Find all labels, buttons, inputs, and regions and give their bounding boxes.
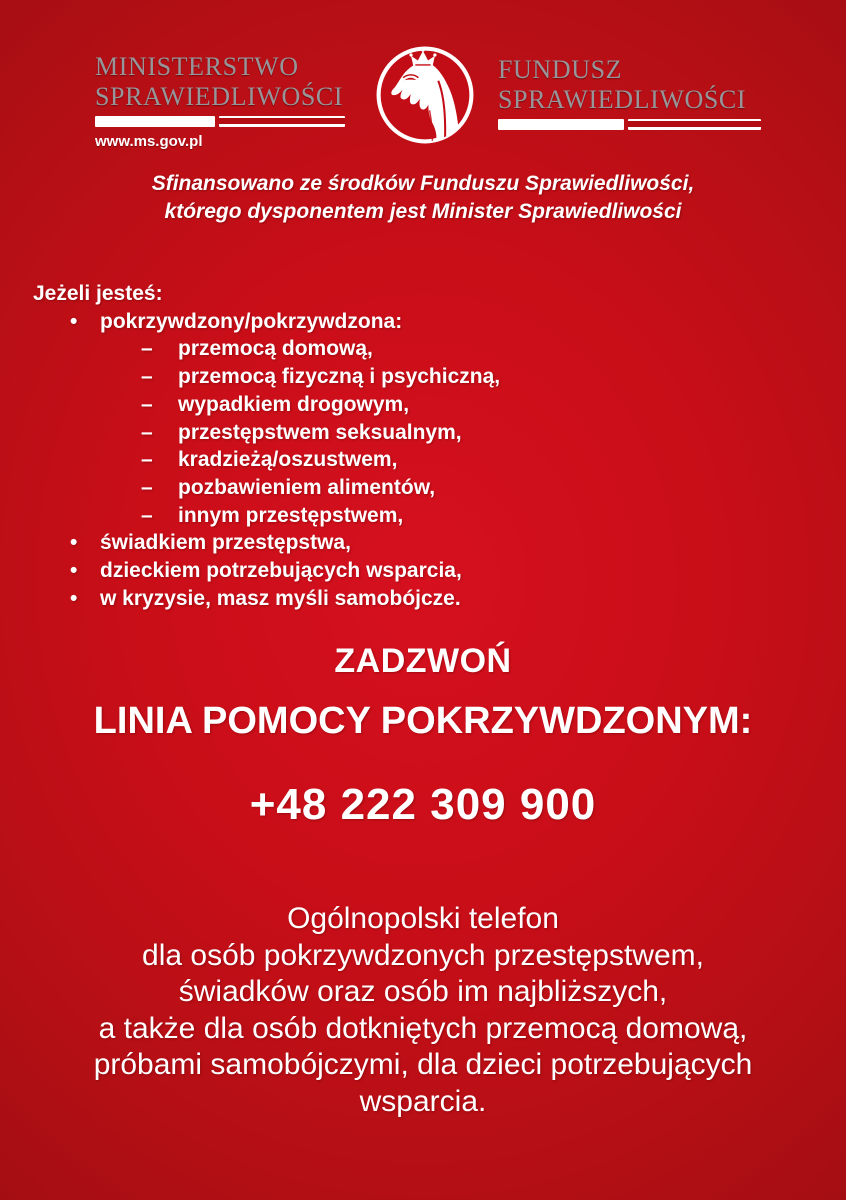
funding-note-line1: Sfinansowano ze środków Funduszu Sprawiedliwości, [151, 172, 695, 195]
condition-label: dzieckiem potrzebujących wsparcia, [100, 559, 462, 583]
flag-red-bar [219, 116, 345, 127]
funding-note-line2: którego dysponentem jest Minister Sprawiedliwości [164, 199, 682, 223]
dash-icon: – [141, 448, 153, 472]
fund-flag-stripe [498, 119, 761, 130]
condition-subitem [33, 502, 500, 530]
bullet-icon: • [70, 531, 78, 555]
subitem-label: przestępstwem seksualnym, [178, 420, 462, 444]
condition-item [33, 585, 500, 613]
eagle-crown-icon [374, 44, 476, 146]
bullet-icon: • [70, 559, 78, 583]
condition-label: w kryzysie, masz myśli samobójcze. [100, 586, 461, 610]
description-line: próbami samobójczymi, dla dzieci potrzebujących [93, 1048, 753, 1081]
conditions-intro: Jeżeli jesteś: [33, 282, 163, 305]
subitem-label: innym przestępstwem, [178, 503, 404, 527]
condition-subitem [33, 391, 500, 419]
dash-icon: – [141, 365, 153, 389]
condition-sublist [33, 335, 500, 529]
condition-subitem [33, 335, 500, 363]
condition-subitem [33, 363, 500, 391]
conditions-list [33, 308, 500, 613]
condition-item [33, 308, 500, 530]
description-line: dla osób pokrzywdzonych przestępstwem, [142, 938, 704, 972]
flag-white-bar [498, 119, 624, 130]
condition-subitem [33, 446, 500, 474]
subitem-label: kradzieżą/oszustwem, [178, 448, 398, 472]
ministry-name-line1: MINISTERSTWO [95, 52, 299, 81]
flag-red-bar [628, 119, 761, 130]
cta-call-headline: ZADZWOŃ [334, 642, 512, 680]
condition-subitem [33, 419, 500, 447]
cta-helpline-name: LINIA POMOCY POKRZYWDZONYM: [93, 700, 753, 742]
subitem-label: przemocą domową, [178, 337, 373, 361]
dash-icon: – [141, 420, 153, 444]
description-line: a także dla osób dotkniętych przemocą domową, [98, 1011, 748, 1045]
dash-icon: – [141, 503, 153, 527]
cta-phone-number: +48 222 309 900 [249, 780, 597, 829]
description-line: Ogólnopolski telefon [287, 902, 559, 935]
fund-name-line1: FUNDUSZ [498, 55, 623, 84]
bullet-icon: • [70, 309, 78, 333]
flag-white-bar [95, 116, 215, 127]
fund-name-line2: SPRAWIEDLIWOŚCI [498, 85, 747, 114]
conditions-section [33, 280, 500, 612]
eagle-emblem [374, 44, 476, 146]
condition-label: świadkiem przestępstwa, [100, 531, 351, 555]
condition-subitem [33, 474, 500, 502]
condition-label: pokrzywdzony/pokrzywdzona: [100, 309, 403, 333]
description-line: świadków oraz osób im najbliższych, [178, 975, 668, 1008]
condition-item [33, 529, 500, 557]
ministry-website-url: www.ms.gov.pl [95, 133, 203, 150]
dash-icon: – [141, 475, 153, 499]
ministry-name-line2: SPRAWIEDLIWOŚCI [95, 82, 344, 111]
subitem-label: wypadkiem drogowym, [178, 392, 410, 416]
description-section [0, 901, 846, 1120]
condition-item [33, 557, 500, 585]
fund-logo [498, 55, 770, 130]
dash-icon: – [141, 337, 153, 361]
ministry-flag-stripe [95, 116, 345, 127]
description-line: wsparcia. [359, 1084, 487, 1118]
funding-note [0, 170, 846, 225]
subitem-label: przemocą fizyczną i psychiczną, [178, 365, 501, 389]
dash-icon: – [141, 392, 153, 416]
cta-section [0, 641, 846, 830]
ministry-logo [95, 52, 365, 150]
subitem-label: pozbawieniem alimentów, [178, 475, 436, 499]
bullet-icon: • [70, 586, 78, 610]
